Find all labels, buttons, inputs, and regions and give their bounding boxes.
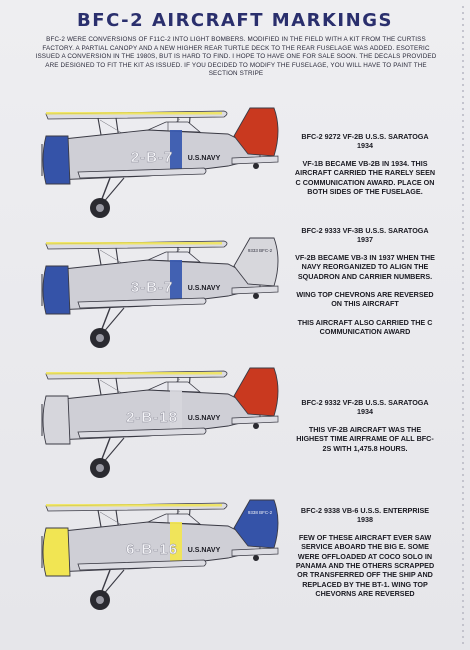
upper-wing-leading-edge bbox=[46, 504, 222, 507]
aircraft-note-2-3: THIS AIRCRAFT ALSO CARRIED THE C COMMUNICATION AWARD bbox=[297, 317, 433, 337]
wheel-hub bbox=[96, 204, 104, 212]
aircraft-caption-1 bbox=[294, 132, 436, 205]
aircraft-note-2-1: VF-2B BECAME VB-3 IN 1937 WHEN THE NAVY REORGANIZED TO ALIGN THE SQUADRON AND CARRIER NUMBERS. bbox=[295, 252, 435, 281]
aircraft-note-1-1: VF-1B BECAME VB-2B IN 1934. THIS AIRCRAFT CARRIED THE RARELY SEEN C COMMUNICATION AWARD. PLACE ON BOTH SIDES OF THE FUSELAGE. bbox=[294, 158, 436, 197]
fuselage-code: 2-B-7 bbox=[130, 149, 174, 166]
engine-cowling bbox=[43, 396, 70, 444]
aircraft-note-4-1: FEW OF THESE AIRCRAFT EVER SAW SERVICE ABOARD THE BIG E. SOME WERE OFFLOADED AT COCO SOLO IN PANAMA AND THE OTHERS SCRAPPED OR TRANSFERRED OFF THE SHIP AND REPLACED BY THE BT-1. WING TOP CHEVORNS ARE REVERSED bbox=[295, 532, 435, 599]
fuselage-code: 6-B-16 bbox=[126, 541, 178, 558]
aircraft-note-3-1: THIS VF-2B AIRCRAFT WAS THE HIGHEST TIME AIRFRAME OF ALL BFC-2S WITH 1,475.8 HOURS. bbox=[296, 424, 434, 453]
tail-lettering: 9333 BFC-2 bbox=[247, 248, 273, 253]
tail-wheel bbox=[253, 555, 259, 561]
fuselage-code: 3-B-7 bbox=[130, 279, 174, 296]
wheel-hub bbox=[96, 334, 104, 342]
aircraft-heading-1: BFC-2 9272 VF-2B U.S.S. SARATOGA 1934 bbox=[301, 132, 429, 151]
upper-wing-leading-edge bbox=[46, 112, 222, 115]
fuselage-code: 2-B-18 bbox=[126, 409, 178, 426]
sheet-title: BFC-2 AIRCRAFT MARKINGS bbox=[77, 10, 393, 31]
tail-wheel bbox=[253, 163, 259, 169]
aircraft-heading-3: BFC-2 9332 VF-2B U.S.S. SARATOGA 1934 bbox=[301, 398, 429, 417]
wheel-hub bbox=[96, 464, 104, 472]
navy-lettering: U.S.NAVY bbox=[187, 285, 221, 292]
navy-lettering: U.S.NAVY bbox=[187, 155, 221, 162]
tail-wheel bbox=[253, 293, 259, 299]
engine-cowling bbox=[43, 136, 70, 184]
navy-lettering: U.S.NAVY bbox=[187, 547, 221, 554]
perforation-edge bbox=[462, 4, 464, 646]
intro-text: BFC-2 WERE CONVERSIONS OF F11C-2 INTO LIGHT BOMBERS. MODIFIED IN THE FIELD WITH A KIT FROM THE CURTISS FACTORY. A PARTIAL CANOPY AND A NEW HIGHER REAR TURTLE DECK TO THE REAR FUSELAGE WAS ADDED. ESOTERIC ISSUED A CONVERSION IN THE 1980S, BUT IS HARD TO FIND. I HOPE TO HAVE ONE FOR SALE SOON. THE DECALS PROVIDED ARE DESIGNED TO FIT THE KIT AS ISSUED. IF YOU DECIDED TO MODIFY THE FUSELAGE, YOU WILL HAVE TO PAINT THE SECTION STRIPE bbox=[35, 36, 437, 78]
upper-wing-leading-edge bbox=[46, 372, 222, 375]
aircraft-caption-4 bbox=[294, 506, 436, 608]
upper-wing-leading-edge bbox=[46, 242, 222, 245]
aircraft-heading-4: BFC-2 9338 VB-6 U.S.S. ENTERPRISE 1938 bbox=[300, 506, 430, 525]
aircraft-profile-3 bbox=[28, 360, 290, 490]
aircraft-profile-1 bbox=[28, 100, 290, 230]
aircraft-profile-2 bbox=[28, 230, 290, 360]
aircraft-note-2-2: WING TOP CHEVRONS ARE REVERSED ON THIS AIRCRAFT bbox=[296, 290, 434, 309]
tail-wheel bbox=[253, 423, 259, 429]
navy-lettering: U.S.NAVY bbox=[187, 415, 221, 422]
wheel-hub bbox=[96, 596, 104, 604]
aircraft-caption-2 bbox=[294, 226, 436, 346]
engine-cowling bbox=[43, 266, 70, 314]
aircraft-caption-3 bbox=[294, 398, 436, 462]
engine-cowling bbox=[43, 528, 70, 576]
tail-lettering: 9338 BFC-2 bbox=[247, 510, 273, 515]
aircraft-profile-4 bbox=[28, 492, 290, 622]
aircraft-heading-2: BFC-2 9333 VF-3B U.S.S. SARATOGA 1937 bbox=[301, 226, 429, 245]
